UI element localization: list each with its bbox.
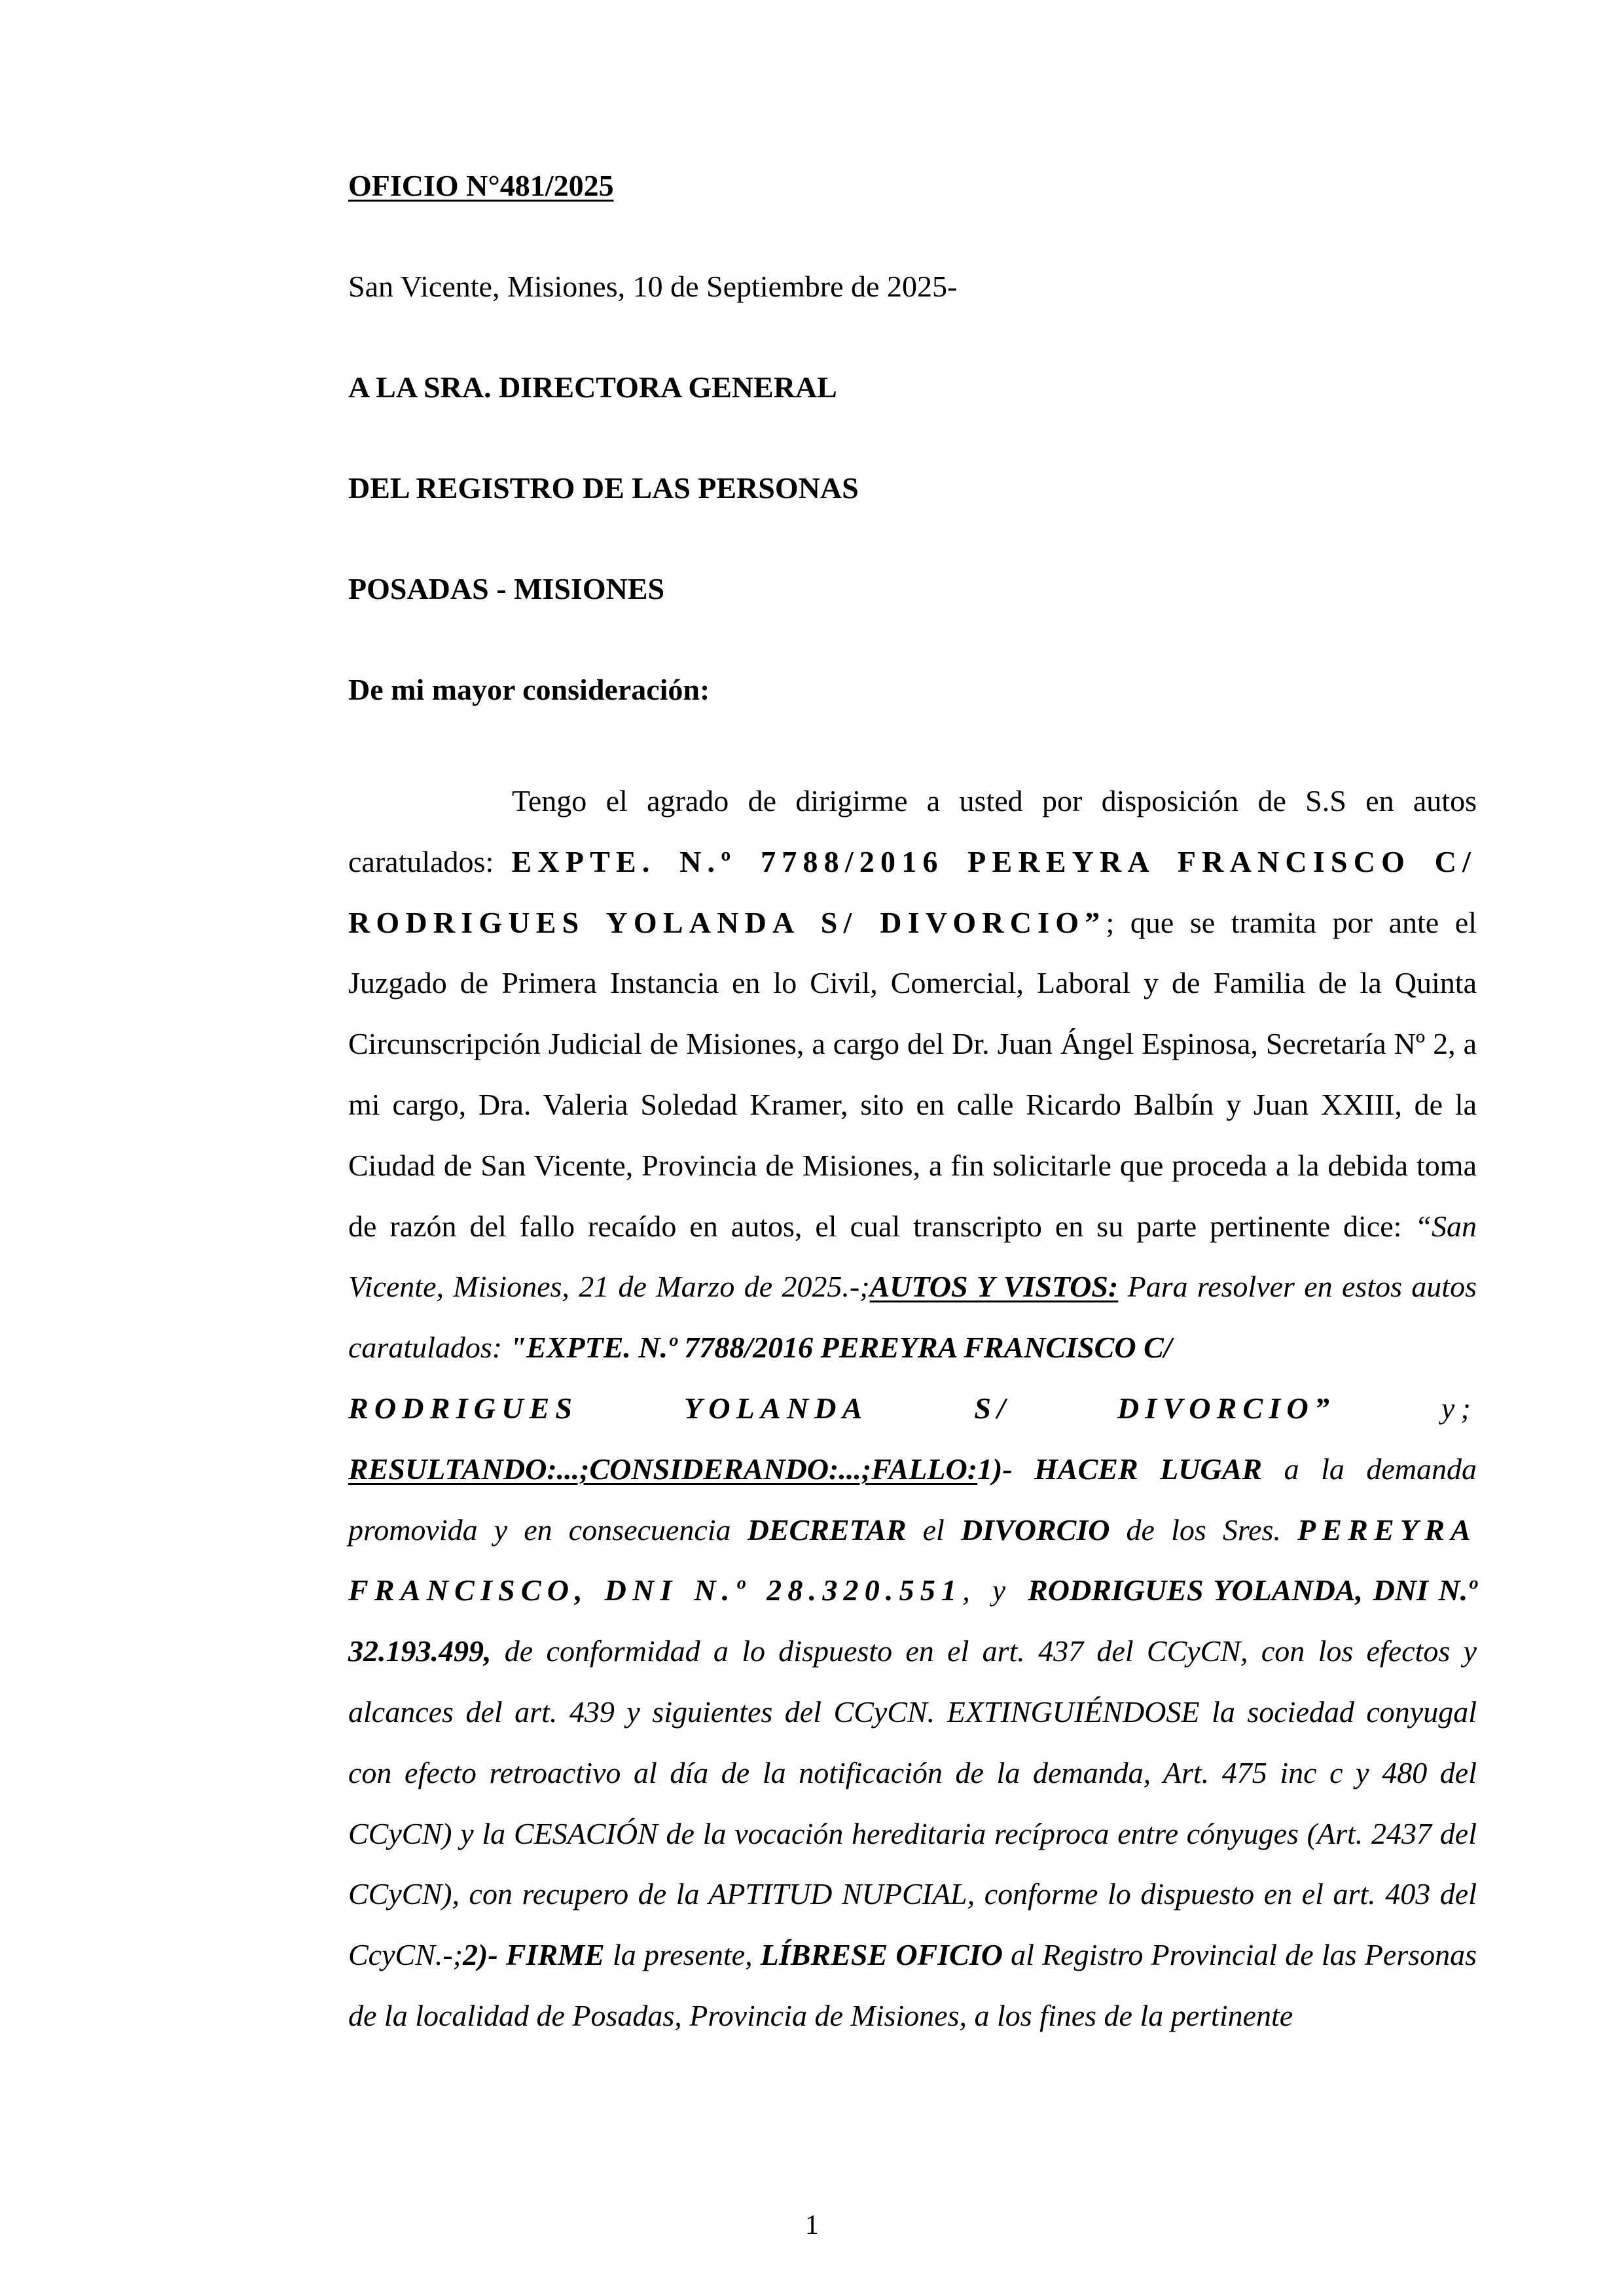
ruling-text: al Registro Provincial de las Personas de la localidad de Posadas, Provincia de Misiones, a los fines de la pertinente bbox=[348, 1938, 1477, 2032]
oficio-title: OFICIO N°481/2025 bbox=[348, 169, 614, 202]
salutation: De mi mayor consideración: bbox=[348, 673, 710, 706]
page-number: 1 bbox=[805, 2210, 819, 2240]
caption-word: y; bbox=[1441, 1391, 1477, 1425]
addressee-line-1: A LA SRA. DIRECTORA GENERAL bbox=[348, 370, 837, 404]
ruling-text: a la demanda promovida y en consecuencia bbox=[348, 1452, 1477, 1547]
ruling-text: el bbox=[906, 1513, 961, 1547]
addressee-line-3: POSADAS - MISIONES bbox=[348, 572, 665, 605]
caption-word: S/ bbox=[974, 1391, 1012, 1425]
ruling-case-caption: "EXPTE. N.º 7788/2016 PEREYRA FRANCISCO C/ bbox=[509, 1331, 1172, 1365]
party-2: RODRIGUES YOLANDA, DNI N.º 32.193.499, bbox=[348, 1573, 1477, 1668]
ruling-text: Para resolver en estos autos caratulados: bbox=[348, 1270, 1477, 1365]
case-caption: EXPTE. N.º 7788/2016 PEREYRA FRANCISCO C/ RODRIGUES YOLANDA S/ DIVORCIO” bbox=[348, 844, 1477, 939]
court-details: ; que se tramita por ante el Juzgado de Primera Instancia en lo Civil, Comercial, Laboral y de Familia de la Quinta Circunscripción Judicial de Misiones, a cargo del Dr. Juan Ángel Espinosa, Secretaría Nº 2, a mi cargo, Dra. Valeria Soledad Kramer, sito en calle Ricardo Balbín y Juan XXIII, de la Ciudad de San Vicente, Provincia de Misiones, a fin solicitarle que proceda a la debida toma de razón del fallo recaído en autos, el cual transcripto en su parte pertinente dice: bbox=[348, 905, 1477, 1243]
caption-word: RODRIGUES bbox=[348, 1391, 579, 1425]
hacer-lugar: 1)- HACER LUGAR bbox=[977, 1452, 1263, 1486]
firme: 2)- FIRME bbox=[463, 1938, 605, 1972]
body-paragraph bbox=[348, 771, 1477, 2047]
divorcio: DIVORCIO bbox=[960, 1513, 1110, 1547]
ruling-text: de conformidad a lo dispuesto en el art. 437 del CCyCN, con los efectos y alcances del art. 439 y siguientes del CCyCN. EXTINGUIÉNDOSE la sociedad conyugal con efecto retroactivo al día de la notificación de la demanda, Art. 475 inc c y 480 del CCyCN) y la CESACIÓN de la vocación hereditaria recíproca entre cónyuges (Art. 2437 del CCyCN), con recupero de la APTITUD NUPCIAL, conforme lo dispuesto en el art. 403 del CcyCN.-; bbox=[348, 1634, 1477, 1972]
ruling-text: de los Sres. bbox=[1110, 1513, 1297, 1547]
caption-justified-line bbox=[348, 1378, 1477, 1439]
place-date: San Vicente, Misiones, 10 de Septiembre de 2025- bbox=[348, 270, 958, 303]
decretar: DECRETAR bbox=[747, 1513, 907, 1547]
ruling-text: , y bbox=[962, 1573, 1028, 1607]
resultando-considerando-fallo: RESULTANDO:...;CONSIDERANDO:...;FALLO: bbox=[348, 1452, 978, 1486]
party-1: PEREYRA FRANCISCO, DNI N.º 28.320.551 bbox=[348, 1513, 1477, 1607]
caption-word: DIVORCIO” bbox=[1117, 1391, 1336, 1425]
body-intro: Tengo el agrado de dirigirme a usted por disposición de S.S en autos caratulados: bbox=[348, 784, 1477, 878]
librese-oficio: LÍBRESE OFICIO bbox=[760, 1938, 1003, 1972]
ruling-text: la presente, bbox=[604, 1938, 761, 1972]
caption-word: YOLANDA bbox=[683, 1391, 869, 1425]
addressee-line-2: DEL REGISTRO DE LAS PERSONAS bbox=[348, 471, 859, 505]
ruling-date: “San Vicente, Misiones, 21 de Marzo de 2025.-; bbox=[348, 1209, 1477, 1304]
autos-y-vistos: AUTOS Y VISTOS: bbox=[869, 1270, 1119, 1304]
